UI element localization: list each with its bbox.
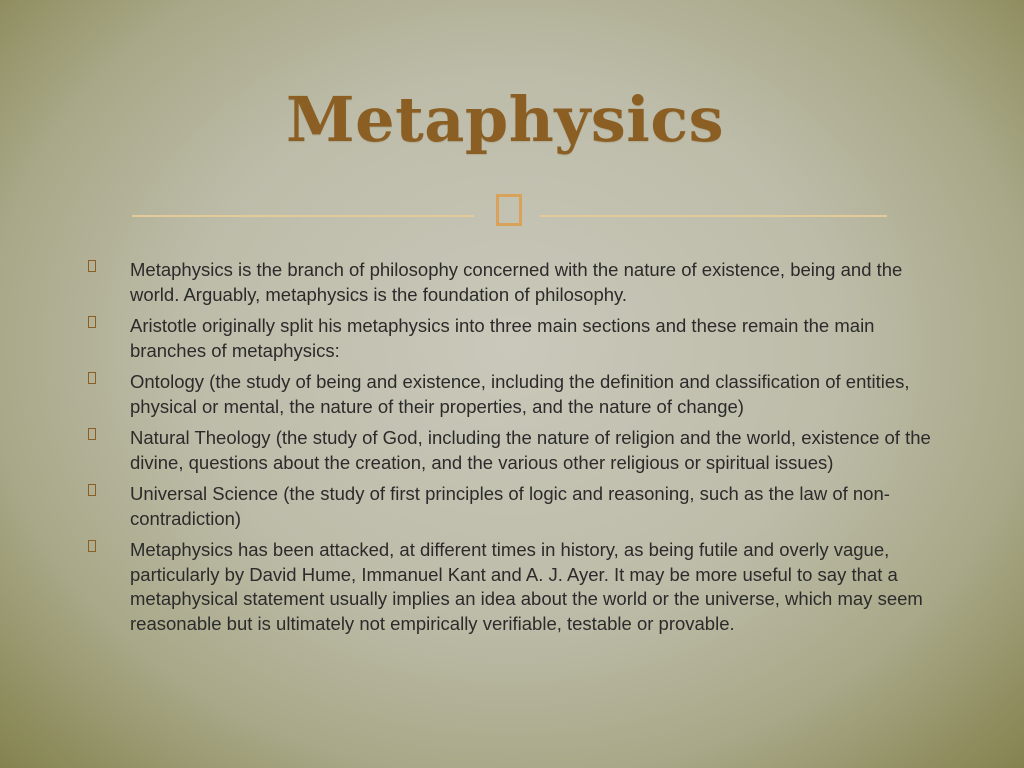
square-bullet-icon xyxy=(88,428,96,440)
bullet-item xyxy=(86,482,946,531)
divider-line-right xyxy=(540,215,887,217)
divider-ornament-icon xyxy=(496,194,522,226)
bullet-text: Natural Theology (the study of God, including the nature of religion and the world, existence of the divine, questions about the creation, and the various other religious or spiritual issues) xyxy=(130,427,931,473)
bullet-list xyxy=(86,258,946,643)
divider-line-left xyxy=(132,215,474,217)
bullet-item xyxy=(86,426,946,475)
bullet-text: Metaphysics has been attacked, at different times in history, as being futile and overly vague, particularly by David Hume, Immanuel Kant and A. J. Ayer. It may be more useful to say that a metaphysical statement usually implies an idea about the world or the universe, which may seem reasonable but is ultimately not empirically verifiable, testable or provable. xyxy=(130,539,923,634)
square-bullet-icon xyxy=(88,260,96,272)
bullet-text: Metaphysics is the branch of philosophy concerned with the nature of existence, being and the world. Arguably, metaphysics is the foundation of philosophy. xyxy=(130,259,903,305)
bullet-item xyxy=(86,538,946,636)
bullet-text: Aristotle originally split his metaphysics into three main sections and these remain the main branches of metaphysics: xyxy=(130,315,875,361)
square-bullet-icon xyxy=(88,372,96,384)
bullet-item xyxy=(86,258,946,307)
bullet-item xyxy=(86,370,946,419)
title-divider xyxy=(132,190,887,236)
bullet-text: Ontology (the study of being and existence, including the definition and classification of entities, physical or mental, the nature of their properties, and the nature of change) xyxy=(130,371,910,417)
square-bullet-icon xyxy=(88,316,96,328)
bullet-text: Universal Science (the study of first principles of logic and reasoning, such as the law of non-contradiction) xyxy=(130,483,890,529)
slide-title: Metaphysics xyxy=(286,83,724,156)
square-bullet-icon xyxy=(88,540,96,552)
square-bullet-icon xyxy=(88,484,96,496)
bullet-item xyxy=(86,314,946,363)
